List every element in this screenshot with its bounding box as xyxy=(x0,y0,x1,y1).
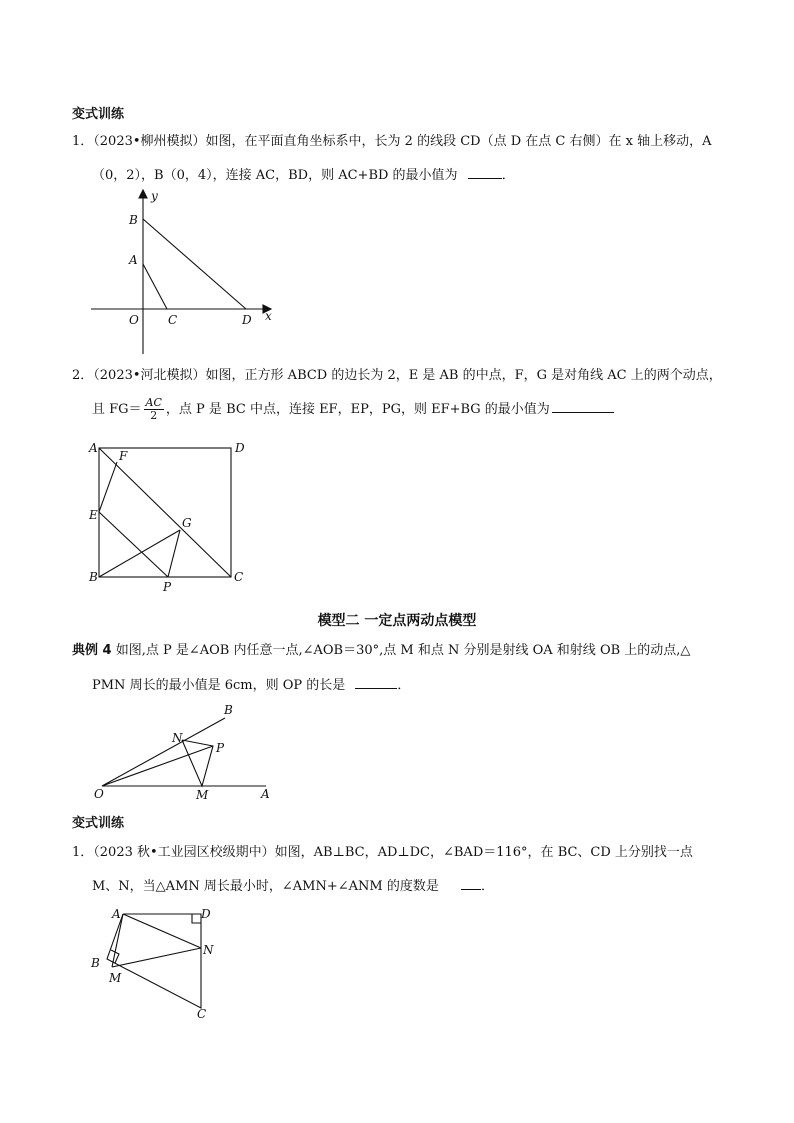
figure-1-coordinate-diagram xyxy=(85,186,285,358)
example-label: 典例 4 xyxy=(72,643,112,658)
ray-OB xyxy=(102,718,225,786)
segment-EF xyxy=(99,462,117,512)
problem-2-line-1 xyxy=(72,368,722,384)
label-B: B xyxy=(224,703,233,717)
section-heading: 变式训练 xyxy=(72,816,125,831)
label-B: B xyxy=(89,570,98,584)
label-C: C xyxy=(234,570,244,584)
right-angle-mark-D xyxy=(192,914,201,923)
segment-BG xyxy=(99,530,180,577)
problem-text: （0，2），B（0，4），连接 AC，BD，则 AC+BD 的最小值为 xyxy=(92,168,458,183)
problem-text: ，点 P 是 BC 中点，连接 EF，EP，PG，则 EF+BG 的最小值为 xyxy=(165,402,550,417)
figure-4-quadrilateral-diagram xyxy=(85,903,220,1023)
fraction-numerator: AC xyxy=(145,396,162,409)
problem-source: （2023•柳州模拟） xyxy=(93,134,206,149)
problem-text: 如图，正方形 ABCD 的边长为 2，E 是 AB 的中点，F，G 是对角线 AC 上的两个动点， xyxy=(205,368,722,383)
label-C: C xyxy=(197,1007,207,1021)
problem-source: （2023•河北模拟） xyxy=(93,368,206,383)
problem-text: 且 FG＝ xyxy=(92,402,142,417)
problem-text: M、N，当△AMN 周长最小时，∠AMN+∠ANM 的度数是 xyxy=(92,879,439,894)
label-F: F xyxy=(119,449,128,463)
segment-BD xyxy=(143,219,246,309)
segment-AN xyxy=(123,914,201,948)
problem-text: PMN 周长的最小值是 6cm，则 OP 的长是 xyxy=(92,678,346,693)
problem-number: 2． xyxy=(72,368,94,383)
problem-text: 如图,点 P 是∠AOB 内任意一点,∠AOB＝30°,点 M 和点 N 分别是射线 OA 和射线 OB 上的动点,△ xyxy=(115,643,691,658)
label-N: N xyxy=(172,731,183,745)
label-D: D xyxy=(242,313,252,327)
label-C: C xyxy=(168,313,178,327)
problem-1-line-1 xyxy=(72,134,711,150)
period: ． xyxy=(397,678,411,693)
label-A: A xyxy=(261,787,270,801)
label-O: O xyxy=(129,313,139,327)
problem-source: （2023 秋•工业园区校级期中） xyxy=(93,845,275,860)
segment-GP xyxy=(168,530,180,577)
label-B: B xyxy=(91,956,100,970)
problem-text: 如图，在平面直角坐标系中，长为 2 的线段 CD（点 D 在点 C 右侧）在 x 轴上移动，A xyxy=(205,134,712,149)
label-O: O xyxy=(94,787,104,801)
label-B: B xyxy=(129,213,138,227)
label-A: A xyxy=(129,253,138,267)
answer-blank[interactable] xyxy=(355,676,397,689)
label-N: N xyxy=(203,943,214,957)
label-D: D xyxy=(201,907,211,921)
label-y: y xyxy=(151,189,158,203)
period: ． xyxy=(481,879,495,894)
problem-3-line-2 xyxy=(92,877,494,895)
problem-number: 1． xyxy=(72,845,94,860)
answer-blank[interactable] xyxy=(552,400,614,413)
problem-3-line-1 xyxy=(72,845,693,861)
problem-2-line-2 xyxy=(92,396,614,424)
answer-blank[interactable] xyxy=(468,166,502,179)
figure-3-angle-diagram xyxy=(90,700,280,805)
label-M: M xyxy=(196,788,209,802)
example-4-line-2 xyxy=(92,676,410,694)
label-x: x xyxy=(265,309,272,323)
period: ． xyxy=(501,168,515,183)
segment-MN xyxy=(112,948,201,967)
segment-AC xyxy=(143,264,167,309)
fraction-denominator: 2 xyxy=(150,409,158,422)
y-axis-arrow-icon xyxy=(139,190,147,198)
problem-1-line-2 xyxy=(92,166,515,184)
label-E: E xyxy=(89,508,98,522)
label-G: G xyxy=(182,516,192,530)
answer-blank[interactable] xyxy=(461,877,481,890)
diagonal-AC xyxy=(99,448,231,577)
label-M: M xyxy=(109,971,122,985)
label-A: A xyxy=(112,907,121,921)
segment-OP xyxy=(102,746,213,786)
label-A: A xyxy=(89,441,98,455)
example-4-line-1 xyxy=(72,643,690,659)
problem-text: 如图，AB⊥BC，AD⊥DC，∠BAD＝116°，在 BC、CD 上分别找一点 xyxy=(274,845,693,860)
label-P: P xyxy=(163,580,172,594)
triangle-PMN xyxy=(182,740,213,786)
problem-number: 1． xyxy=(72,134,94,149)
section-heading: 变式训练 xyxy=(72,107,125,122)
figure-2-square-diagram xyxy=(85,440,255,595)
segment-EP xyxy=(99,512,168,577)
model-title: 模型二 一定点两动点模型 xyxy=(317,613,477,629)
label-D: D xyxy=(235,441,245,455)
fraction xyxy=(144,397,164,422)
label-P: P xyxy=(216,741,225,755)
